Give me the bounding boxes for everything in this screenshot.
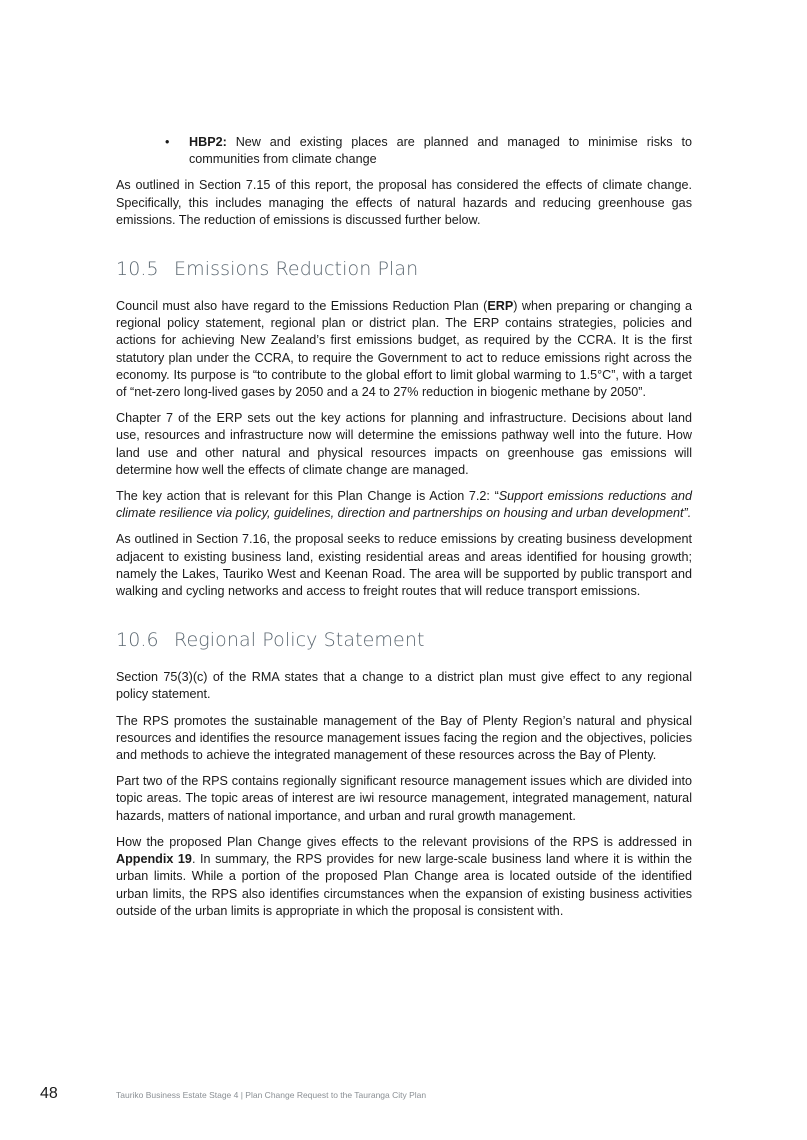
section-number: 10.6 [116,629,159,652]
page-number: 48 [40,1085,58,1102]
page-footer [0,1082,807,1106]
paragraph: The key action that is relevant for this Plan Change is Action 7.2: “Support emissions reductions and climate resilience via policy, guidelines, direction and partnerships on housing and urban development”. [116,489,692,521]
paragraph: Section 75(3)(c) of the RMA states that a change to a district plan must give effect to any regional policy statement. [116,670,692,702]
bullet-item [0,134,692,168]
bullet-label: HBP2: [189,135,227,149]
section-title: Emissions Reduction Plan [174,258,419,281]
paragraph: Council must also have regard to the Emissions Reduction Plan (ERP) when preparing or changing a regional policy statement, regional plan or district plan. The ERP contains strategies, policies and actions for achieving New Zealand’s first emissions budget, as required by the CCRA. It is the first statutory plan under the CCRA, to require the Government to act to reduce emissions right across the economy. Its purpose is “to contribute to the global effort to limit global warming to 1.5°C”, with a target of “net-zero long-lived gases by 2050 and a 24 to 27% reduction in biogenic methane by 2050”. [116,299,692,400]
bullet-icon: • [165,135,170,149]
section-number: 10.5 [116,258,159,281]
section-heading-10-5 [116,257,692,281]
footer-text: Tauriko Business Estate Stage 4 | Plan Change Request to the Tauranga City Plan [116,1090,427,1100]
bullet-text: HBP2: New and existing places are planned and managed to minimise risks to communities from climate change [189,135,692,167]
section-heading-10-6 [116,628,692,652]
paragraph: The RPS promotes the sustainable management of the Bay of Plenty Region’s natural and physical resources and identifies the resource management issues facing the region and the objectives, policies and methods to achieve the integrated management of these resources across the Bay of Plenty. [116,713,692,763]
paragraph: Chapter 7 of the ERP sets out the key actions for planning and infrastructure. Decisions about land use, resources and infrastructure now will determine the emissions pathway well into the future. How land use and other natural and physical resources impacts on greenhouse gas emissions will determine how well the effects of climate change are managed. [116,411,692,477]
section-title: Regional Policy Statement [174,629,425,652]
paragraph: Part two of the RPS contains regionally significant resource management issues which are divided into topic areas. The topic areas of interest are iwi resource management, integrated management, natural hazards, matters of national importance, and urban and rural growth management. [116,774,692,823]
paragraph: How the proposed Plan Change gives effects to the relevant provisions of the RPS is addressed in Appendix 19. In summary, the RPS provides for new large-scale business land where it is within the urban limits. While a portion of the proposed Plan Change area is located outside of the identified urban limits, the RPS also identifies circumstances when the expansion of existing business activities outside of the urban limits is appropriate in which the proposal is consistent with. [116,834,693,918]
paragraph: As outlined in Section 7.16, the proposal seeks to reduce emissions by creating business development adjacent to existing business land, existing residential areas and areas identified for housing growth; namely the Lakes, Tauriko West and Keenan Road. The area will be supported by public transport and walking and cycling networks and access to freight routes that will reduce transport emissions. [116,532,692,599]
intro-paragraph: As outlined in Section 7.15 of this report, the proposal has considered the effects of climate change. Specifically, this includes managing the effects of natural hazards and reducing greenhouse gas emissions. The reduction of emissions is discussed further below. [116,178,692,227]
page-content [116,134,692,929]
